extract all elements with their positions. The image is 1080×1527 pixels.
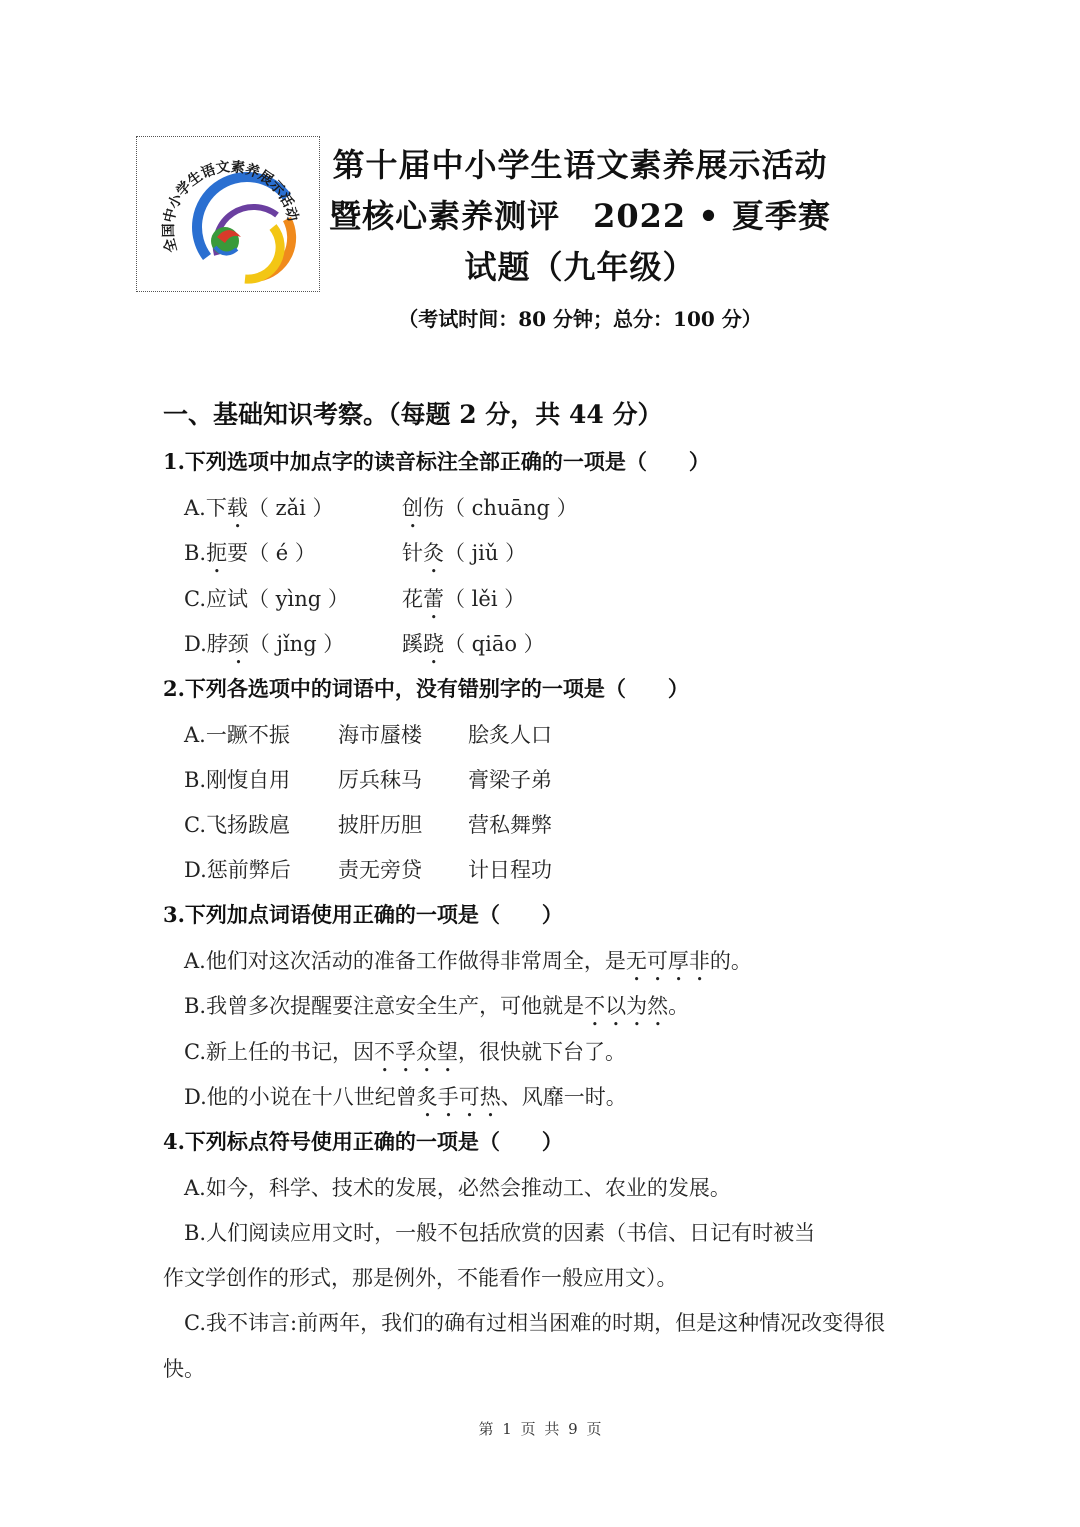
q3-option-c: C.新上任的书记，因不孚众望，很快就下台了。 xyxy=(184,1040,626,1064)
title-line-1: 第十届中小学生语文素养展示活动 xyxy=(332,146,828,184)
q4-option-c-line-1: C.我不讳言:前两年，我们的确有过相当困难的时期，但是这种情况改变得很 xyxy=(184,1311,886,1335)
q4-option-b-line-1: B.人们阅读应用文时，一般不包括欣赏的因素（书信、日记有时被当 xyxy=(184,1221,816,1245)
q2-option-a-word-3: 脍炙人口 xyxy=(468,723,552,747)
q2-option-b-word-3: 膏梁子弟 xyxy=(468,768,552,792)
q2-option-c-word-2: 披肝历胆 xyxy=(338,813,422,837)
q1-option-d-left: D.脖颈（ jǐng ） xyxy=(184,632,345,656)
event-logo xyxy=(136,136,320,292)
q4-option-c-line-2: 快。 xyxy=(163,1357,205,1381)
q2-option-a-word-1: A.一蹶不振 xyxy=(184,723,290,747)
q2-option-c-word-1: C.飞扬跋扈 xyxy=(184,813,290,837)
q4-option-b-line-2: 作文学创作的形式，那是例外，不能看作一般应用文）。 xyxy=(163,1266,678,1290)
q2-option-c-word-3: 营私舞弊 xyxy=(468,813,552,837)
q1-option-c-right: 花蕾（ lěi ） xyxy=(402,587,526,611)
logo-ring-text: 全国中小学生语文素养展示活动 xyxy=(161,159,301,255)
logo-arc-yellow xyxy=(245,227,280,279)
question-2-stem: 2.下列各选项中的词语中，没有错别字的一项是（ ） xyxy=(163,676,689,701)
q3-option-a: A.他们对这次活动的准备工作做得非常周全，是无可厚非的。 xyxy=(184,949,752,973)
q1-option-a-left: A.下载（ zǎi ） xyxy=(184,496,334,520)
q1-option-d-right: 蹊跷（ qiāo ） xyxy=(402,632,545,656)
q4-option-a: A.如今，科学、技术的发展，必然会推动工、农业的发展。 xyxy=(184,1176,731,1200)
q3-option-b: B.我曾多次提醒要注意安全生产，可他就是不以为然。 xyxy=(184,994,690,1018)
question-1-stem: 1.下列选项中加点字的读音标注全部正确的一项是（ ） xyxy=(163,449,710,474)
page-number: 第 1 页 共 9 页 xyxy=(478,1420,602,1438)
q2-option-b-word-2: 厉兵秣马 xyxy=(338,768,422,792)
title-line-3: 试题（九年级） xyxy=(464,248,696,286)
q1-option-c-left: C.应试（ yìng ） xyxy=(184,587,349,611)
title-line-2: 暨核心素养测评 2022 • 夏季赛 xyxy=(329,197,831,235)
q1-option-b-right: 针灸（ jiǔ ） xyxy=(402,541,527,565)
question-4-stem: 4.下列标点符号使用正确的一项是（ ） xyxy=(163,1129,563,1154)
q2-option-d-word-1: D.惩前弊后 xyxy=(184,858,291,882)
q2-option-d-word-3: 计日程功 xyxy=(468,858,552,882)
q3-option-d: D.他的小说在十八世纪曾炙手可热、风靡一时。 xyxy=(184,1085,627,1109)
q2-option-d-word-2: 责无旁贷 xyxy=(338,858,422,882)
exam-info: （考试时间：80 分钟；总分：100 分） xyxy=(398,307,762,331)
q1-option-a-right: 创伤（ chuāng ） xyxy=(402,496,578,520)
q2-option-a-word-2: 海市蜃楼 xyxy=(338,723,422,747)
q1-option-b-left: B.扼要（ é ） xyxy=(184,541,316,565)
question-3-stem: 3.下列加点词语使用正确的一项是（ ） xyxy=(163,902,563,927)
q2-option-b-word-1: B.刚愎自用 xyxy=(184,768,291,792)
logo-graphic xyxy=(137,137,319,291)
section-title: 一、基础知识考察。（每题 2 分，共 44 分） xyxy=(163,400,663,429)
